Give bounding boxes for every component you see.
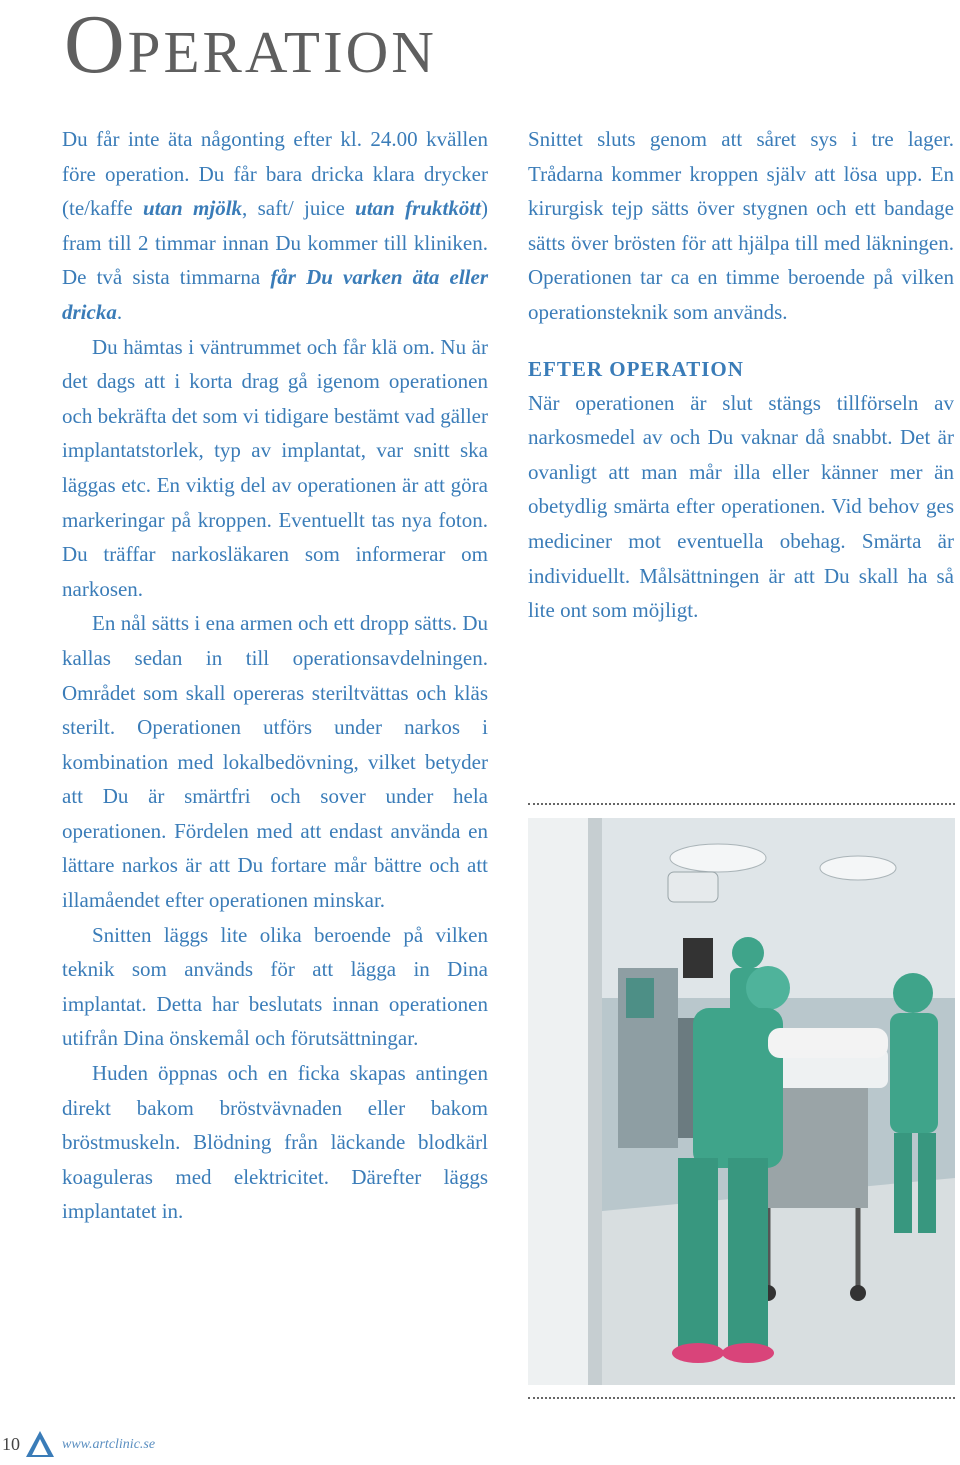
paragraph-preparation: Du hämtas i väntrummet och får klä om. Nu är det dags att i korta drag gå igenom operationen och bekräfta det som vi tidigare bestämt vad gäller implantatstorlek, typ av implantat, var snitt ska läggas etc. En viktig del av operationen är att göra markeringar på kroppen. Eventuellt tas nya foton. Du träffar narkosläkaren som informerar om narkosen. (62, 334, 488, 601)
artclinic-logo-icon (25, 1430, 55, 1458)
paragraph-after-operation: När operationen är slut stängs tillförseln av narkosmedel av och Du vaknar då snabbt. Det är ovanligt att man mår illa eller känner mer än obetydlig smärta efter operationen. Vid behov ges mediciner mot eventuella obehag. Smärta är individuellt. Målsättningen är att Du skall ha så lite ont som möjligt. (528, 390, 954, 623)
right-column (528, 122, 954, 628)
page-title: Operation (64, 0, 437, 91)
paragraph-closing: Snittet sluts genom att såret sys i tre lager. Trådarna kommer kroppen själv att lösa upp. En kirurgisk tejp sätts över stygnen och ett bandage sätts över brösten för att hjälpa till med läkningen. Operationen tar ca en timme beroende på vilken operationsteknik som används. (528, 127, 954, 324)
left-column (62, 122, 488, 1229)
paragraph-fasting: Du får inte äta någonting efter kl. 24.00 kvällen före operation. Du får bara dricka klara drycker (te/kaffe utan mjölk, saft/ juice utan fruktkött) fram till 2 timmar innan Du kommer till kliniken. De två sista timmarna får Du varken äta eller dricka. (62, 127, 488, 324)
section-heading-after: EFTER OPERATION (528, 356, 744, 381)
paragraph-procedure: Huden öppnas och en ficka skapas antingen direkt bakom bröstvävnaden eller bakom bröstmuskeln. Blödning från läckande blodkärl koaguleras med elektricitet. Därefter läggs implantatet in. (62, 1061, 488, 1224)
page-number: 10 (2, 1434, 20, 1454)
divider-top (528, 803, 955, 805)
divider-bottom (528, 1397, 955, 1399)
operating-room-photo (528, 818, 955, 1385)
footer-url-link[interactable]: www.artclinic.se (62, 1437, 156, 1452)
paragraph-incisions: Snitten läggs lite olika beroende på vilken teknik som används för att lägga in Dina implantat. Detta har beslutats innan operationen utifrån Dina önskemål och förutsättningar. (62, 922, 488, 1051)
paragraph-anesthesia: En nål sätts i ena armen och ett dropp sätts. Du kallas sedan in till operationsavdelningen. Området som skall opereras steriltvättas och kläs sterilt. Operationen utförs under narkos i kombination med lokalbedövning, vilket betyder att Du är smärtfri och sover under hela operationen. Fördelen med att endast använda en lättare narkos är att Du fortare mår bättre och att illamåendet efter operationen minskar. (62, 611, 488, 913)
